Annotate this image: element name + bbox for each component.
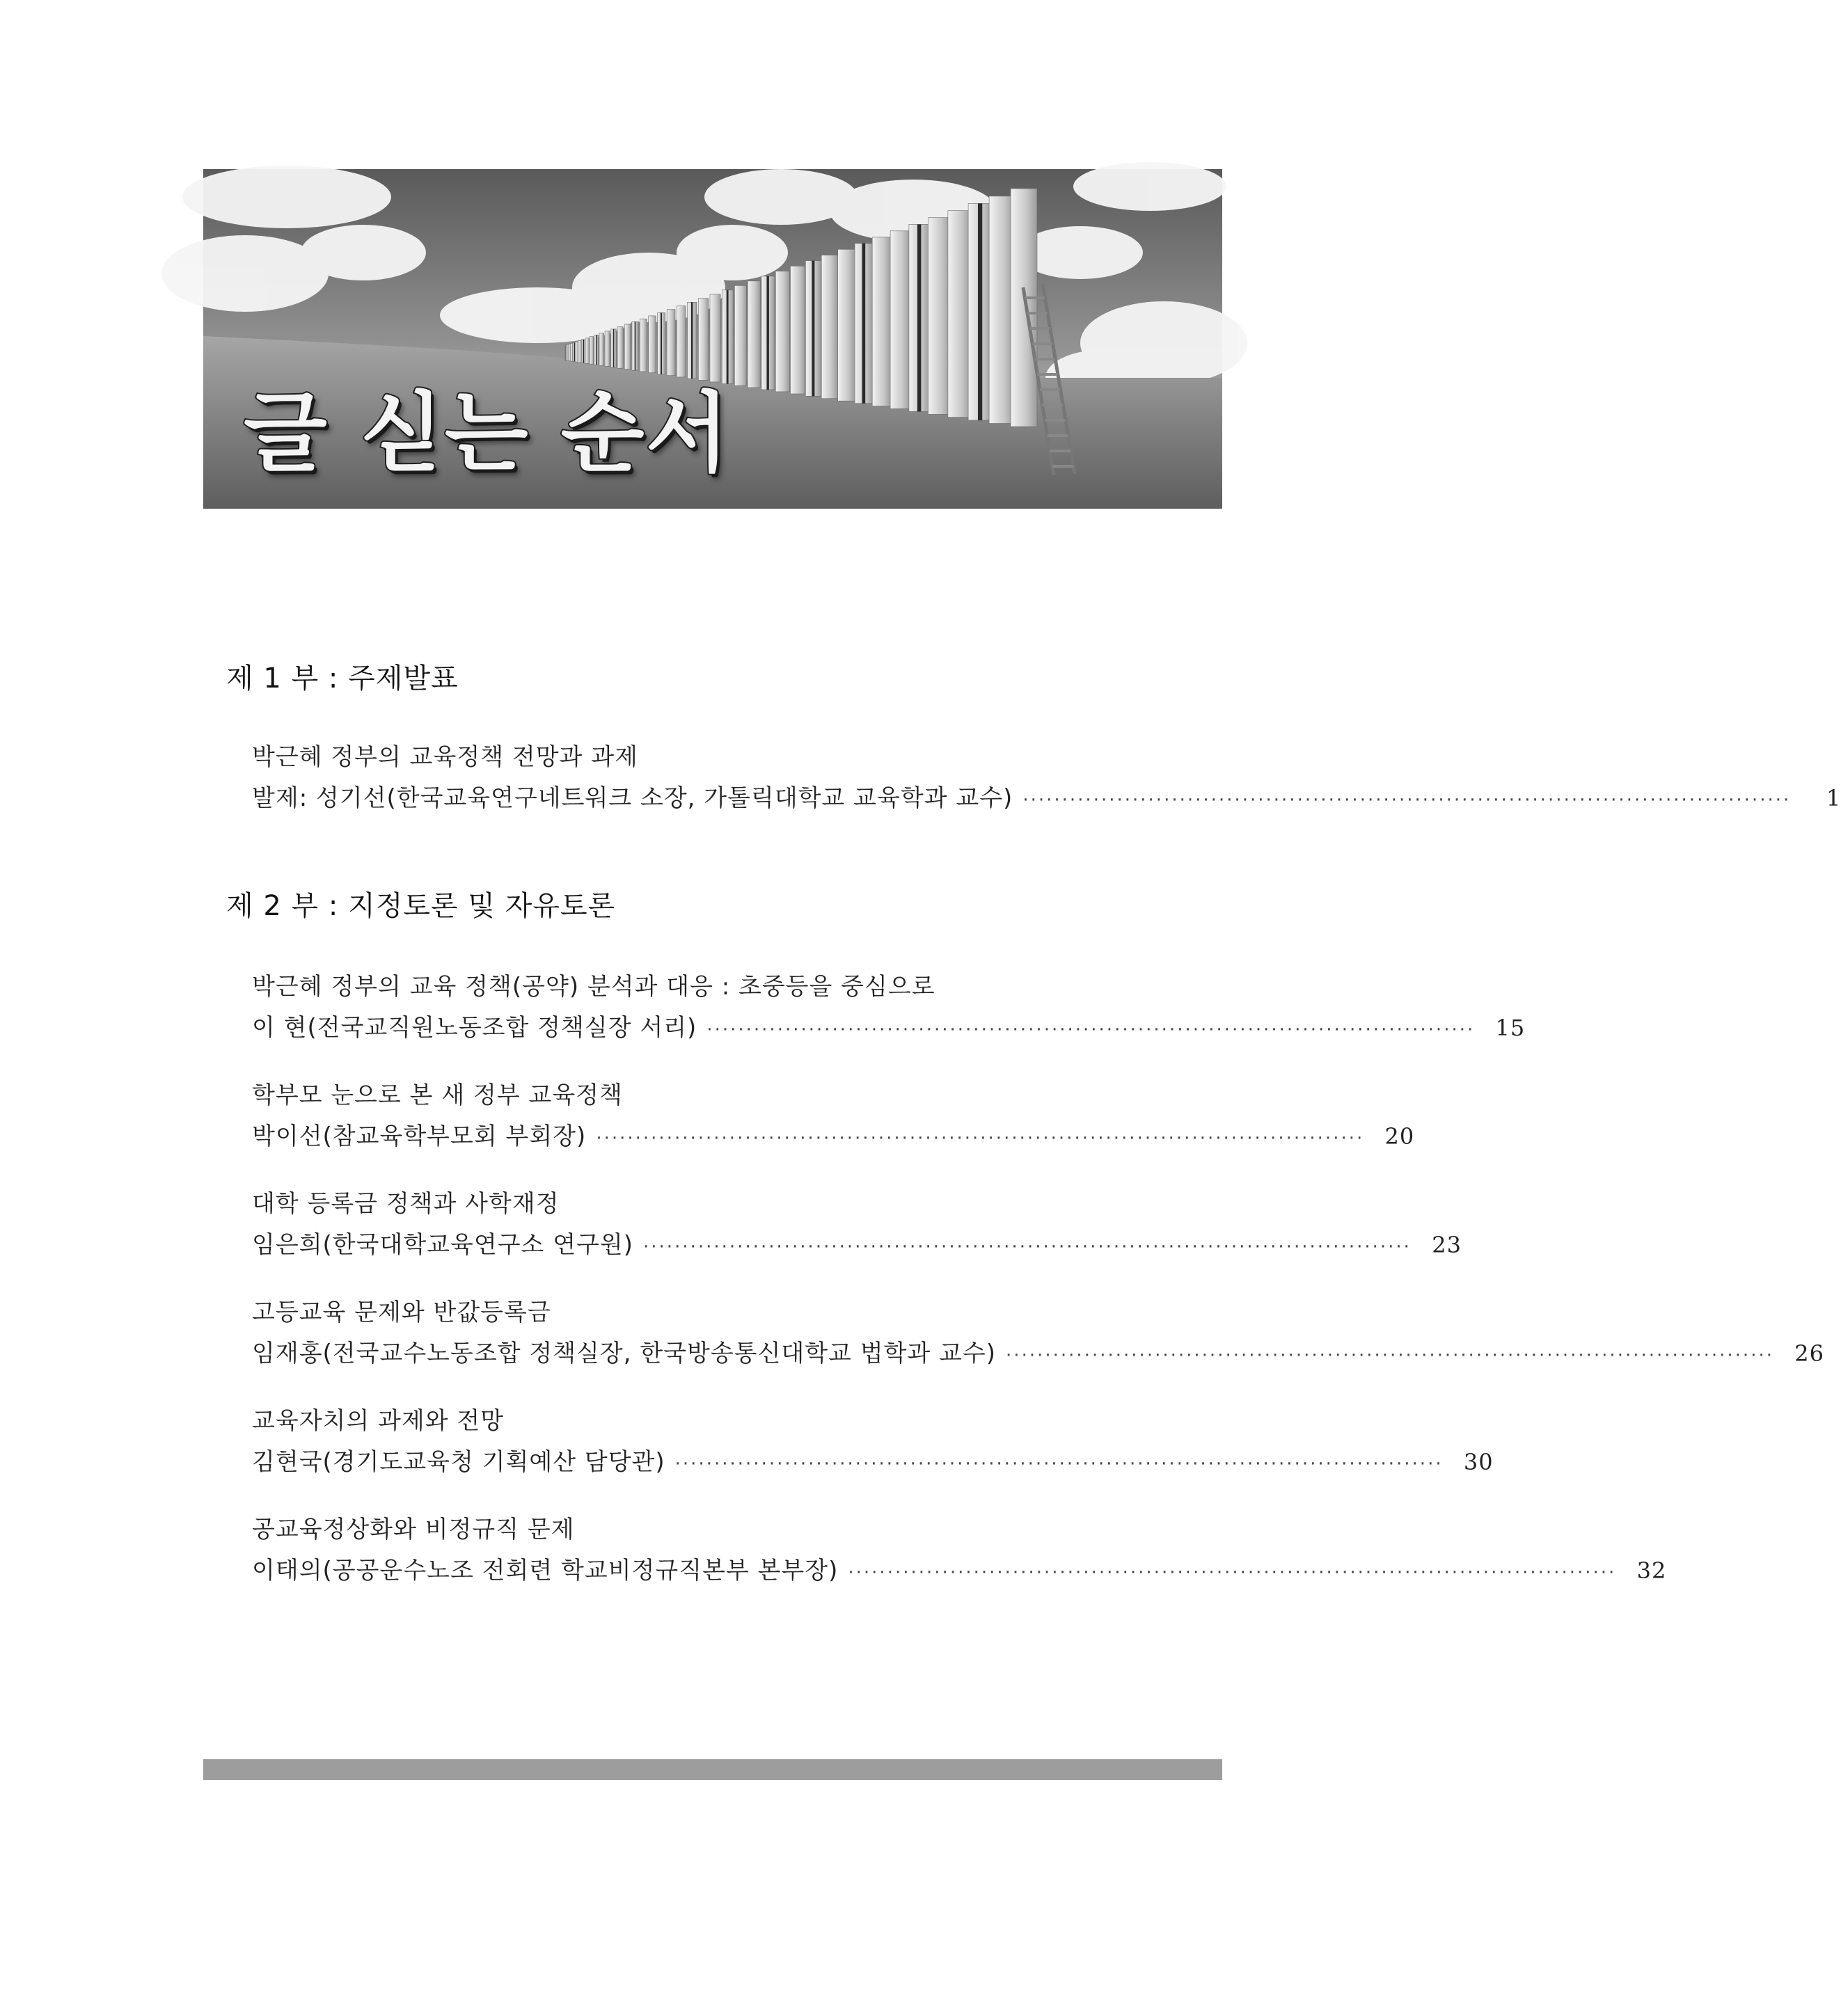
- dot-leader: ··································································································: [674, 1454, 1444, 1475]
- dot-leader: ··································································································: [848, 1562, 1617, 1583]
- part-2-heading: 제 2 부 : 지정토론 및 자유토론: [226, 890, 616, 922]
- toc-entry-title: 박근혜 정부의 교육 정책(공약) 분석과 대응 : 초중등을 중심으로: [252, 973, 935, 1001]
- toc-entry-line[interactable]: [252, 1334, 1824, 1367]
- toc-entry-author: 발제: 성기선(한국교육연구네트워크 소장, 가톨릭대학교 교육학과 교수): [252, 784, 1013, 812]
- dot-leader: ··································································································: [596, 1128, 1365, 1149]
- toc-entry-author: 임재홍(전국교수노동조합 정책실장, 한국방송통신대학교 법학과 교수): [252, 1340, 997, 1367]
- header-banner: [203, 169, 1222, 509]
- toc-entry-title: 고등교육 문제와 반값등록금: [252, 1299, 551, 1326]
- toc-entry-page: 20: [1384, 1123, 1415, 1150]
- dot-leader: ··································································································: [1006, 1345, 1774, 1366]
- toc-entry-title: 박근혜 정부의 교육정책 전망과 과제: [252, 743, 638, 771]
- toc-entry-line[interactable]: [252, 1225, 1462, 1259]
- toc-entry-page: 32: [1636, 1557, 1667, 1584]
- toc-entry-title: 대학 등록금 정책과 사학재정: [252, 1190, 560, 1218]
- toc-entry-author: 박이선(참교육학부모회 부회장): [252, 1122, 587, 1150]
- toc-entry-line[interactable]: [252, 1008, 1526, 1042]
- footer-bar: [203, 1759, 1222, 1780]
- toc-entry-author: 이 현(전국교직원노동조합 정책실장 서리): [252, 1014, 697, 1042]
- toc-entry-line[interactable]: [252, 1551, 1667, 1585]
- toc-entry-line[interactable]: [252, 1117, 1415, 1150]
- toc-entry-page: 15: [1495, 1015, 1526, 1041]
- banner-title: 글 싣는 순서: [244, 383, 731, 484]
- toc-entry-author: 김현국(경기도교육청 기획예산 담당관): [252, 1448, 665, 1476]
- part-1-heading: 제 1 부 : 주제발표: [226, 662, 459, 695]
- toc-entry-line[interactable]: [252, 779, 1841, 812]
- toc-entry-author: 이태의(공공운수노조 전회련 학교비정규직본부 본부장): [252, 1557, 839, 1585]
- toc-entry-title: 교육자치의 과제와 전망: [252, 1407, 505, 1435]
- toc-entry-page: 1: [1826, 785, 1841, 811]
- toc-entry-author: 임은희(한국대학교육연구소 연구원): [252, 1231, 633, 1259]
- toc-entry-page: 23: [1432, 1232, 1462, 1258]
- toc-entry-line[interactable]: [252, 1443, 1494, 1476]
- toc-entry-title: 공교육정상화와 비정규직 문제: [252, 1516, 575, 1543]
- dot-leader: ··································································································: [643, 1237, 1412, 1257]
- toc-entry-title: 학부모 눈으로 본 새 정부 교육정책: [252, 1081, 623, 1109]
- dot-leader: ··································································································: [1022, 790, 1792, 811]
- toc-entry-page: 26: [1794, 1340, 1824, 1367]
- toc-entry-page: 30: [1463, 1449, 1494, 1475]
- dot-leader: ··································································································: [706, 1019, 1476, 1040]
